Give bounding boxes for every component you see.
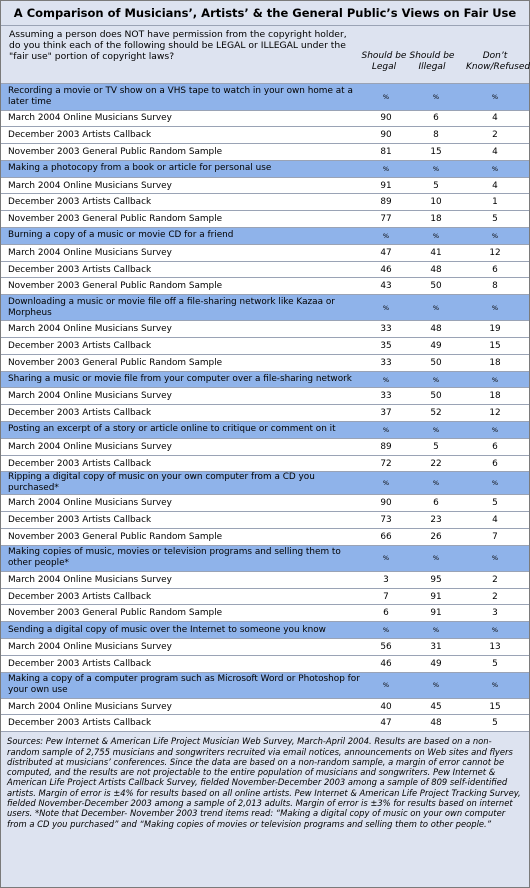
value-illegal: 23 [411,512,461,529]
value-legal: 77 [361,211,411,228]
table-row [1,529,529,546]
table-row [1,261,529,278]
survey-name: March 2004 Online Musicians Survey [1,244,361,261]
unit-label: % [361,228,411,245]
unit-label: % [461,472,529,495]
value-legal: 46 [361,261,411,278]
value-legal: 81 [361,144,411,161]
table-title: A Comparison of Musicians’, Artists’ & the General Public’s Views on Fair Use [1,1,529,26]
unit-label: % [411,422,461,439]
survey-name: December 2003 Artists Callback [1,338,361,355]
column-header-illegal: Should be Illegal [409,51,455,72]
unit-label: % [411,371,461,388]
value-dont-know: 6 [461,455,529,472]
value-illegal: 5 [411,438,461,455]
value-dont-know: 5 [461,211,529,228]
value-illegal: 91 [411,605,461,622]
value-legal: 47 [361,244,411,261]
value-illegal: 48 [411,715,461,732]
unit-label: % [411,160,461,177]
table-row [1,571,529,588]
survey-name: November 2003 General Public Random Sample [1,144,361,161]
value-dont-know: 4 [461,110,529,127]
value-legal: 90 [361,110,411,127]
section-header-row [1,622,529,639]
value-legal: 90 [361,127,411,144]
table-row [1,144,529,161]
value-illegal: 31 [411,639,461,656]
table-row [1,455,529,472]
value-illegal: 95 [411,571,461,588]
table-row [1,698,529,715]
table-row [1,438,529,455]
unit-label: % [361,672,411,698]
value-illegal: 50 [411,388,461,405]
section-header-row [1,228,529,245]
value-illegal: 18 [411,211,461,228]
value-legal: 66 [361,529,411,546]
unit-label: % [411,472,461,495]
unit-label: % [461,622,529,639]
value-illegal: 91 [411,588,461,605]
value-dont-know: 15 [461,338,529,355]
value-illegal: 5 [411,177,461,194]
table-row [1,321,529,338]
section-header-row [1,545,529,571]
survey-name: March 2004 Online Musicians Survey [1,571,361,588]
section-label: Sharing a music or movie file from your computer over a file-sharing network [1,371,361,388]
table-row [1,512,529,529]
value-dont-know: 1 [461,194,529,211]
section-label: Downloading a music or movie file off a file-sharing network like Kazaa or Morpheus [1,295,361,321]
results-table [1,84,529,732]
section-header-row [1,295,529,321]
value-illegal: 50 [411,354,461,371]
value-legal: 33 [361,388,411,405]
survey-question: Assuming a person does NOT have permission from the copyright holder, do you think each of the following should be LEGAL or ILLEGAL under the "fair use" portion of copyright laws? [9,29,347,62]
survey-name: March 2004 Online Musicians Survey [1,321,361,338]
survey-name: March 2004 Online Musicians Survey [1,388,361,405]
survey-name: March 2004 Online Musicians Survey [1,495,361,512]
survey-name: December 2003 Artists Callback [1,405,361,422]
value-legal: 6 [361,605,411,622]
table-row [1,605,529,622]
survey-name: December 2003 Artists Callback [1,588,361,605]
value-illegal: 45 [411,698,461,715]
value-dont-know: 13 [461,639,529,656]
section-label: Making a copy of a computer program such as Microsoft Word or Photoshop for your own use [1,672,361,698]
value-dont-know: 4 [461,144,529,161]
unit-label: % [361,295,411,321]
column-header-dont-know: Don’t Know/Refused [466,51,530,72]
value-legal: 56 [361,639,411,656]
value-dont-know: 6 [461,438,529,455]
unit-label: % [361,472,411,495]
value-dont-know: 5 [461,655,529,672]
unit-label: % [461,422,529,439]
value-dont-know: 5 [461,495,529,512]
table-row [1,388,529,405]
value-legal: 43 [361,278,411,295]
section-header-row [1,422,529,439]
table-row [1,588,529,605]
value-dont-know: 2 [461,588,529,605]
value-dont-know: 12 [461,244,529,261]
section-label: Making a photocopy from a book or article for personal use [1,160,361,177]
table-row [1,655,529,672]
survey-name: March 2004 Online Musicians Survey [1,698,361,715]
value-dont-know: 15 [461,698,529,715]
table-row [1,127,529,144]
value-dont-know: 6 [461,261,529,278]
table-row [1,354,529,371]
table-row [1,194,529,211]
table-row [1,278,529,295]
section-label: Burning a copy of a music or movie CD for a friend [1,228,361,245]
value-dont-know: 18 [461,354,529,371]
value-dont-know: 8 [461,278,529,295]
value-dont-know: 2 [461,127,529,144]
value-dont-know: 18 [461,388,529,405]
value-legal: 72 [361,455,411,472]
value-illegal: 41 [411,244,461,261]
value-dont-know: 3 [461,605,529,622]
table-row [1,244,529,261]
unit-label: % [361,371,411,388]
value-legal: 33 [361,321,411,338]
table-row [1,405,529,422]
unit-label: % [461,545,529,571]
unit-label: % [411,672,461,698]
value-legal: 89 [361,194,411,211]
section-label: Making copies of music, movies or television programs and selling them to other people* [1,545,361,571]
unit-label: % [361,422,411,439]
column-header-legal: Should be Legal [361,51,407,72]
value-dont-know: 2 [461,571,529,588]
section-header-row [1,84,529,110]
survey-name: November 2003 General Public Random Sample [1,529,361,546]
value-legal: 37 [361,405,411,422]
unit-label: % [461,160,529,177]
survey-name: November 2003 General Public Random Sample [1,211,361,228]
table-header [1,26,529,84]
value-illegal: 48 [411,261,461,278]
survey-name: December 2003 Artists Callback [1,715,361,732]
value-illegal: 26 [411,529,461,546]
unit-label: % [411,545,461,571]
value-legal: 33 [361,354,411,371]
table-row [1,495,529,512]
value-legal: 73 [361,512,411,529]
value-dont-know: 5 [461,715,529,732]
value-legal: 47 [361,715,411,732]
value-illegal: 6 [411,110,461,127]
value-illegal: 6 [411,495,461,512]
table-row [1,639,529,656]
value-illegal: 8 [411,127,461,144]
value-illegal: 52 [411,405,461,422]
value-legal: 90 [361,495,411,512]
unit-label: % [461,371,529,388]
survey-name: December 2003 Artists Callback [1,127,361,144]
value-illegal: 49 [411,338,461,355]
survey-name: November 2003 General Public Random Sample [1,354,361,371]
unit-label: % [461,295,529,321]
value-legal: 7 [361,588,411,605]
table-row [1,211,529,228]
value-illegal: 15 [411,144,461,161]
section-label: Ripping a digital copy of music on your own computer from a CD you purchased* [1,472,361,495]
unit-label: % [411,228,461,245]
survey-name: November 2003 General Public Random Sample [1,605,361,622]
survey-name: December 2003 Artists Callback [1,194,361,211]
survey-name: December 2003 Artists Callback [1,455,361,472]
value-illegal: 49 [411,655,461,672]
section-header-row [1,160,529,177]
survey-name: December 2003 Artists Callback [1,655,361,672]
value-legal: 89 [361,438,411,455]
survey-name: March 2004 Online Musicians Survey [1,110,361,127]
survey-name: March 2004 Online Musicians Survey [1,639,361,656]
table-row [1,715,529,732]
section-label: Sending a digital copy of music over the Internet to someone you know [1,622,361,639]
unit-label: % [411,295,461,321]
value-dont-know: 12 [461,405,529,422]
table-row [1,177,529,194]
source-note: Sources: Pew Internet & American Life Project Musician Web Survey, March-April 2004. Results are based on a non-random sample of 2,755 musicians and songwriters recruited via email notices, announcements on Web sites and flyers distributed at musicians’ conferences. Since the data are based on a non-random sample, a margin of error cannot be computed, and the results are not projectable to the entire population of musicians and songwriters. Pew Internet & American Life Project Artists Callback Survey, fielded November-December 2003 among a sample of 809 self-identified artists. Margin of error is ±4% for results based on all online artists. Pew Internet & American Life Project Tracking Survey, fielded November-December 2003 among a sample of 2,013 adults. Margin of error is ±3% for results based on internet users. *Note that December- November 2003 trend items read: “Making a digital copy of music on your own computer from a CD you purchased” and “Making copies of movies or television programs and selling them to other people.” [7,736,521,829]
survey-name: December 2003 Artists Callback [1,261,361,278]
section-label: Recording a movie or TV show on a VHS tape to watch in your own home at a later time [1,84,361,110]
unit-label: % [461,84,529,110]
table-row [1,338,529,355]
value-legal: 35 [361,338,411,355]
table-row [1,110,529,127]
value-dont-know: 4 [461,512,529,529]
value-illegal: 10 [411,194,461,211]
value-dont-know: 7 [461,529,529,546]
value-illegal: 50 [411,278,461,295]
unit-label: % [361,160,411,177]
value-illegal: 22 [411,455,461,472]
value-dont-know: 4 [461,177,529,194]
survey-name: March 2004 Online Musicians Survey [1,177,361,194]
value-legal: 3 [361,571,411,588]
survey-name: November 2003 General Public Random Sample [1,278,361,295]
survey-name: March 2004 Online Musicians Survey [1,438,361,455]
section-label: Posting an excerpt of a story or article online to critique or comment on it [1,422,361,439]
unit-label: % [461,228,529,245]
value-legal: 46 [361,655,411,672]
unit-label: % [361,84,411,110]
value-legal: 91 [361,177,411,194]
value-illegal: 48 [411,321,461,338]
unit-label: % [411,622,461,639]
section-header-row [1,472,529,495]
unit-label: % [361,545,411,571]
survey-name: December 2003 Artists Callback [1,512,361,529]
value-legal: 40 [361,698,411,715]
section-header-row [1,371,529,388]
unit-label: % [411,84,461,110]
section-header-row [1,672,529,698]
unit-label: % [461,672,529,698]
value-dont-know: 19 [461,321,529,338]
unit-label: % [361,622,411,639]
